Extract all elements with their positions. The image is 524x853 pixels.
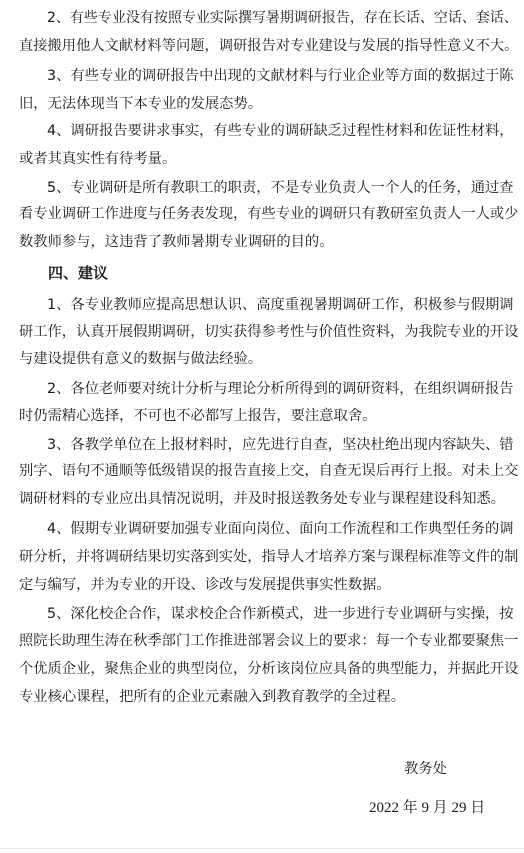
suggestion-3-line-2: 别字、语句不通顺等低级错误的报告直接上交，自查无误后再行上报。对未上交 bbox=[19, 463, 519, 479]
suggestion-1-line-2: 研工作，认真开展假期调研，切实获得参考性与价值性资料，为我院专业的开设 bbox=[19, 324, 519, 340]
suggestion-3-line-1: 3、各教学单位在上报材料时，应先进行自查，坚决杜绝出现内容缺失、错 bbox=[47, 437, 514, 453]
problem-4-line-1: 4、调研报告要讲求事实，有些专业的调研缺乏过程性材料和佐证性材料， bbox=[47, 123, 514, 139]
problem-3-line-2: 旧，无法体现当下本专业的发展态势。 bbox=[19, 96, 263, 112]
suggestion-5-line-4: 专业核心课程，把所有的企业元素融入到教育教学的全过程。 bbox=[19, 689, 406, 705]
suggestion-4-line-2: 研分析，并将调研结果切实落到实处，指导人才培养方案与课程标准等文件的制 bbox=[19, 549, 519, 565]
problem-3-line-1: 3、有些专业的调研报告中出现的文献材料与行业企业等方面的数据过于陈 bbox=[47, 68, 514, 84]
problem-2-line-2: 直接搬用他人文献材料等问题，调研报告对专业建设与发展的指导性意义不大。 bbox=[19, 38, 519, 54]
section-heading-suggestions: 四、建议 bbox=[48, 264, 109, 282]
issue-date: 2022 年 9 月 29 日 bbox=[369, 800, 486, 816]
suggestion-4-line-1: 4、假期专业调研要加强专业面向岗位、面向工作流程和工作典型任务的调 bbox=[47, 521, 514, 537]
suggestion-2-line-1: 2、各位老师要对统计分析与理论分析所得到的调研资料，在组织调研报告 bbox=[47, 381, 514, 397]
problem-4-line-2: 或者其真实性有待考量。 bbox=[19, 151, 177, 167]
suggestion-1-line-1: 1、各专业教师应提高思想认识、高度重视暑期调研工作，积极参与假期调 bbox=[47, 297, 514, 313]
suggestion-4-line-3: 定与编写，并为专业的开设、诊改与发展提供事实性数据。 bbox=[19, 577, 391, 593]
issuer-signature: 教务处 bbox=[404, 761, 447, 777]
suggestion-1-line-3: 与建设提供有意义的数据与做法经验。 bbox=[19, 351, 263, 367]
suggestion-3-line-3: 调研材料的专业应出具情况说明，并及时报送教务处专业与课程建设科知悉。 bbox=[19, 491, 506, 507]
suggestion-5-line-3: 个优质企业，聚焦企业的典型岗位，分析该岗位应具备的典型能力，并据此开设 bbox=[19, 661, 519, 677]
problem-5-line-2: 看专业调研工作进度与任务表发现，有些专业的调研只有教研室负责人一人或少 bbox=[19, 206, 519, 222]
suggestion-2-line-2: 时仍需精心选择，不可也不必都写上报告，要注意取舍。 bbox=[19, 408, 377, 424]
problem-2-line-1: 2、有些专业没有按照专业实际撰写暑期调研报告，存在长话、空话、套话、 bbox=[47, 10, 518, 26]
problem-5-line-3: 数教师参与，这违背了教师暑期专业调研的目的。 bbox=[19, 234, 334, 250]
suggestion-5-line-2: 照院长助理生涛在秋季部门工作推进部署会议上的要求：每一个专业都要聚焦一 bbox=[19, 633, 519, 649]
problem-5-line-1: 5、专业调研是所有教职工的职责，不是专业负责人一个人的任务，通过查 bbox=[47, 180, 514, 196]
page-bottom-divider bbox=[0, 848, 524, 849]
suggestion-5-line-1: 5、深化校企合作，谋求校企合作新模式，进一步进行专业调研与实操，按 bbox=[47, 606, 514, 622]
